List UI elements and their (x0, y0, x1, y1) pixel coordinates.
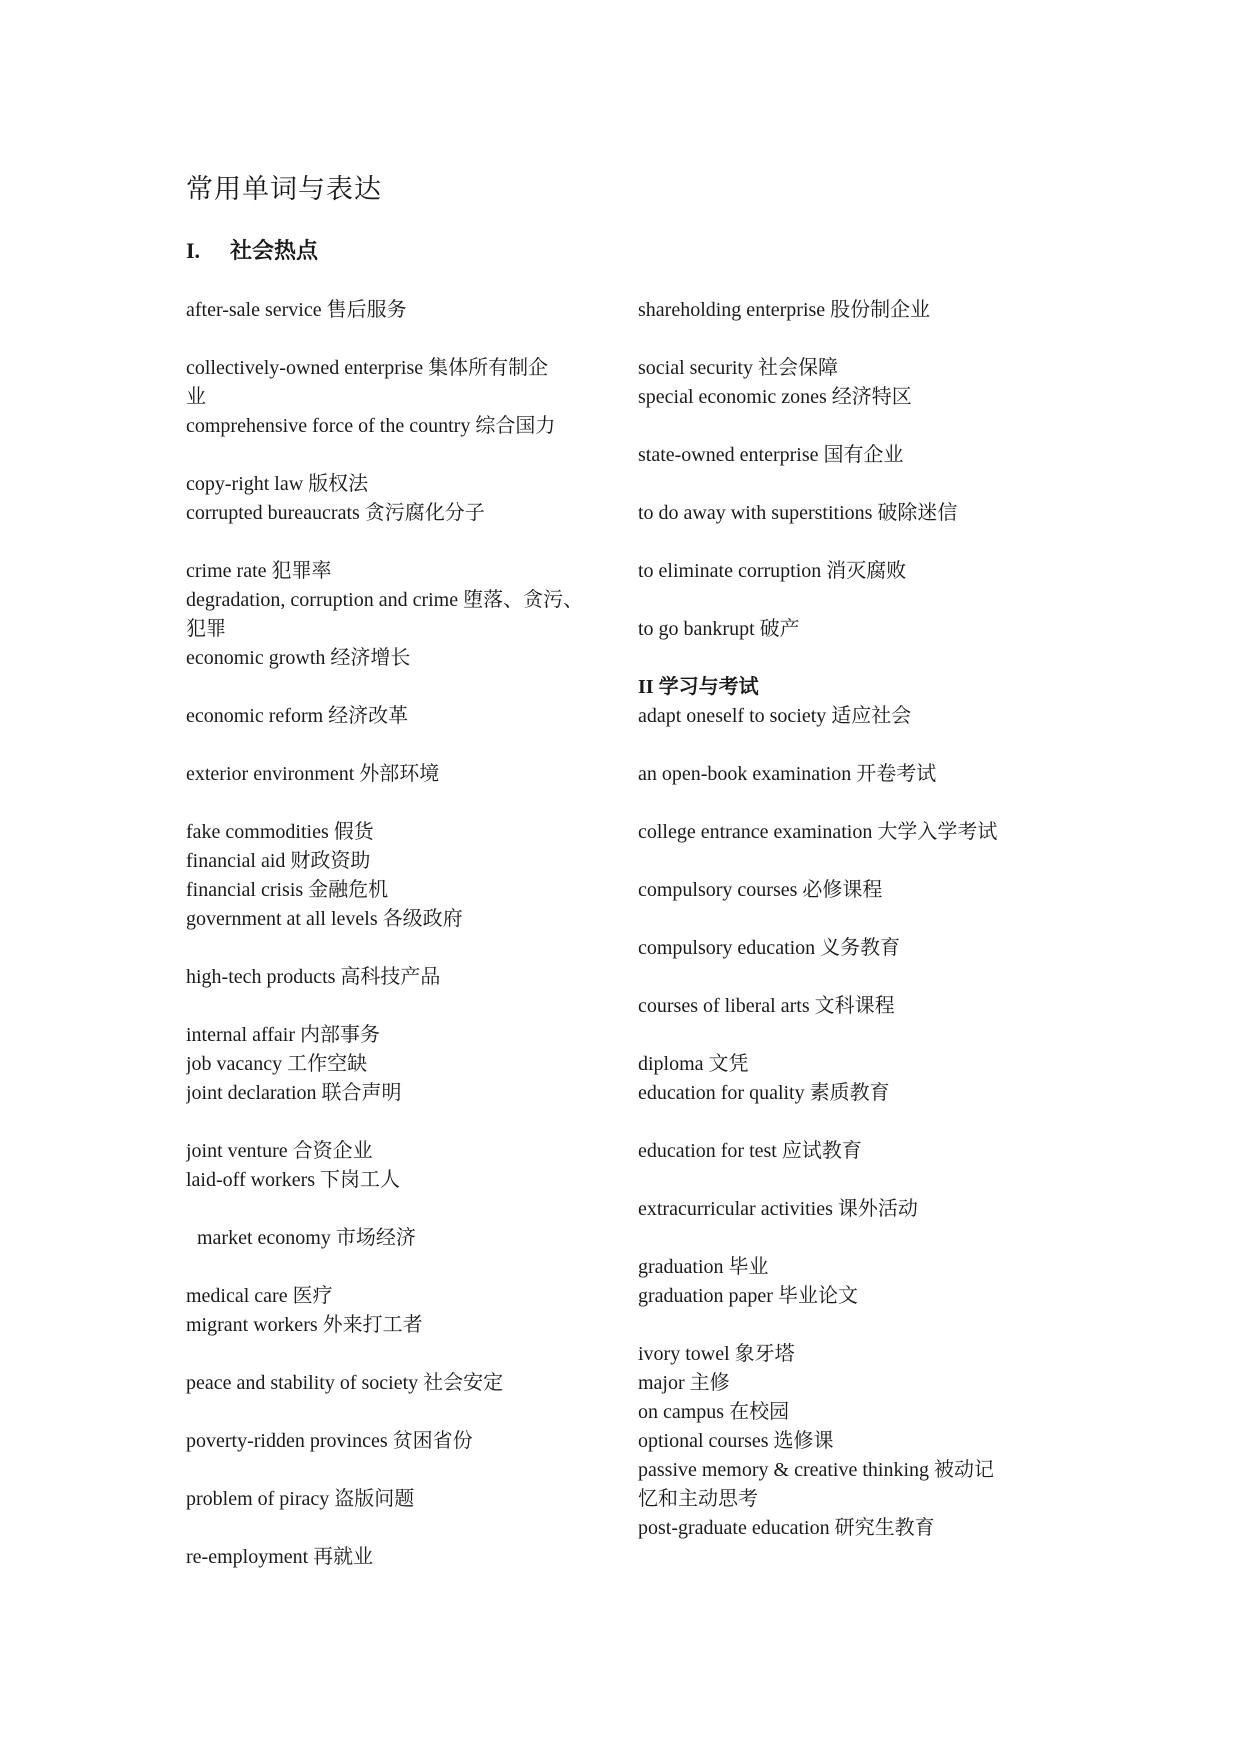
line-gap (638, 586, 1058, 615)
section-number: I. (186, 238, 201, 263)
line-gap (186, 789, 606, 818)
line-gap (638, 1224, 1058, 1253)
line-gap (186, 1340, 606, 1369)
section-heading-2: II 学习与考试 (638, 676, 759, 698)
vocab-line: exterior environment 外部环境 (186, 763, 440, 785)
vocabulary-column-right (638, 296, 1058, 1543)
vocab-line: major 主修 (638, 1372, 730, 1394)
line-gap (186, 934, 606, 963)
vocab-line: market economy 市场经济 (197, 1227, 416, 1249)
vocab-line: crime rate 犯罪率 (186, 560, 332, 582)
vocab-line: 犯罪 (186, 618, 226, 640)
line-gap (638, 412, 1058, 441)
vocab-line: an open-book examination 开卷考试 (638, 763, 937, 785)
line-gap (638, 1108, 1058, 1137)
line-gap (638, 528, 1058, 557)
vocab-line: after-sale service 售后服务 (186, 299, 407, 321)
vocab-line: compulsory education 义务教育 (638, 937, 901, 959)
vocab-line: post-graduate education 研究生教育 (638, 1517, 935, 1539)
line-gap (638, 1166, 1058, 1195)
vocab-line: ivory towel 象牙塔 (638, 1343, 795, 1365)
line-gap (638, 470, 1058, 499)
line-gap (186, 1253, 606, 1282)
vocab-line: on campus 在校园 (638, 1401, 790, 1423)
vocab-line: state-owned enterprise 国有企业 (638, 444, 904, 466)
vocab-line: graduation paper 毕业论文 (638, 1285, 858, 1307)
vocab-line: comprehensive force of the country 综合国力 (186, 415, 556, 437)
line-gap (186, 1456, 606, 1485)
vocab-line: medical care 医疗 (186, 1285, 333, 1307)
line-gap (638, 1021, 1058, 1050)
vocab-line: government at all levels 各级政府 (186, 908, 463, 930)
vocab-line: laid-off workers 下岗工人 (186, 1169, 401, 1191)
line-gap (186, 1398, 606, 1427)
page-title: 常用单词与表达 (186, 174, 382, 204)
vocab-line: copy-right law 版权法 (186, 473, 369, 495)
vocab-line: adapt oneself to society 适应社会 (638, 705, 912, 727)
vocab-line: economic reform 经济改革 (186, 705, 409, 727)
vocab-line: 忆和主动思考 (638, 1488, 758, 1510)
line-gap (638, 325, 1058, 354)
vocab-line: passive memory & creative thinking 被动记 (638, 1459, 995, 1481)
vocab-line: extracurricular activities 课外活动 (638, 1198, 918, 1220)
vocab-line: courses of liberal arts 文科课程 (638, 995, 895, 1017)
vocab-line: re-employment 再就业 (186, 1546, 374, 1568)
vocab-line: optional courses 选修课 (638, 1430, 834, 1452)
vocab-line: to do away with superstitions 破除迷信 (638, 502, 958, 524)
vocab-line: college entrance examination 大学入学考试 (638, 821, 998, 843)
line-gap (186, 1195, 606, 1224)
vocab-line: education for test 应试教育 (638, 1140, 862, 1162)
vocab-line: collectively-owned enterprise 集体所有制企 (186, 357, 549, 379)
line-gap (186, 325, 606, 354)
line-gap (186, 1108, 606, 1137)
vocab-line: graduation 毕业 (638, 1256, 769, 1278)
line-gap (186, 731, 606, 760)
line-gap (638, 789, 1058, 818)
vocab-line: 业 (186, 386, 206, 408)
line-gap (186, 992, 606, 1021)
vocab-line: economic growth 经济增长 (186, 647, 411, 669)
line-gap (186, 528, 606, 557)
section-heading-1 (186, 236, 318, 266)
vocab-line: peace and stability of society 社会安定 (186, 1372, 504, 1394)
line-gap (638, 963, 1058, 992)
vocab-line: problem of piracy 盗版问题 (186, 1488, 415, 1510)
vocab-line: fake commodities 假货 (186, 821, 374, 843)
vocab-line: diploma 文凭 (638, 1053, 749, 1075)
line-gap (186, 1514, 606, 1543)
vocab-line: degradation, corruption and crime 堕落、贪污、 (186, 589, 584, 611)
vocab-line: social security 社会保障 (638, 357, 838, 379)
line-gap (638, 644, 1058, 673)
vocab-line: to go bankrupt 破产 (638, 618, 800, 640)
vocabulary-column-left (186, 296, 606, 1572)
vocab-line: high-tech products 高科技产品 (186, 966, 441, 988)
line-gap (638, 847, 1058, 876)
vocab-line: education for quality 素质教育 (638, 1082, 890, 1104)
vocab-line: financial crisis 金融危机 (186, 879, 389, 901)
vocab-line: corrupted bureaucrats 贪污腐化分子 (186, 502, 485, 524)
line-gap (638, 905, 1058, 934)
vocab-line: internal affair 内部事务 (186, 1024, 381, 1046)
line-gap (638, 1311, 1058, 1340)
vocab-line: compulsory courses 必修课程 (638, 879, 883, 901)
line-gap (186, 441, 606, 470)
vocab-line: to eliminate corruption 消灭腐败 (638, 560, 907, 582)
vocab-line: joint venture 合资企业 (186, 1140, 373, 1162)
section-title: 社会热点 (230, 238, 319, 263)
vocab-line: poverty-ridden provinces 贫困省份 (186, 1430, 473, 1452)
line-gap (638, 731, 1058, 760)
vocab-line: shareholding enterprise 股份制企业 (638, 299, 931, 321)
vocab-line: joint declaration 联合声明 (186, 1082, 402, 1104)
vocab-line: migrant workers 外来打工者 (186, 1314, 423, 1336)
vocab-line: financial aid 财政资助 (186, 850, 371, 872)
vocab-line: special economic zones 经济特区 (638, 386, 912, 408)
vocab-line: job vacancy 工作空缺 (186, 1053, 368, 1075)
line-gap (186, 673, 606, 702)
